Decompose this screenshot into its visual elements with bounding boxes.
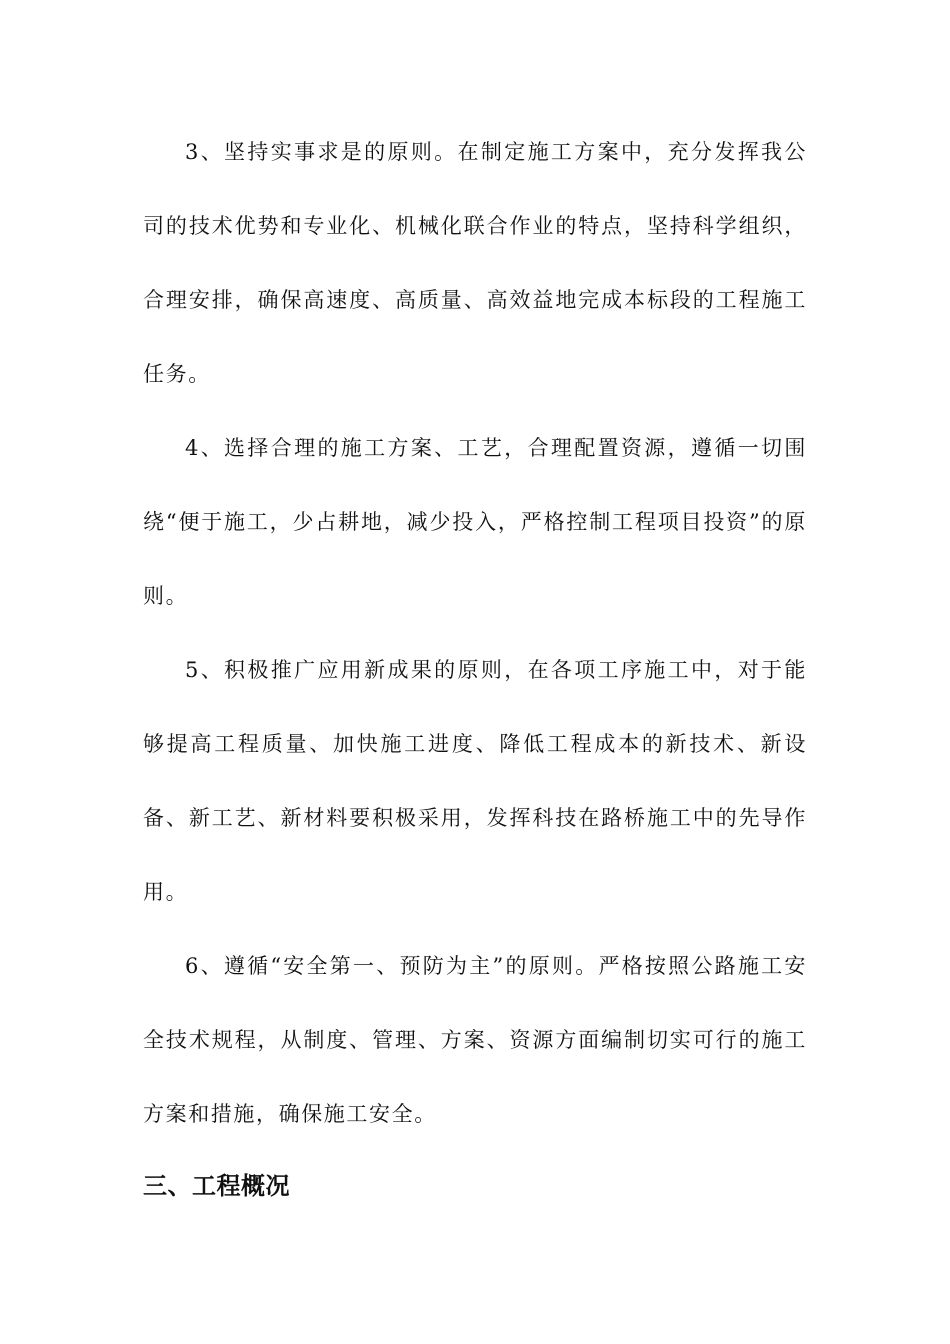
section-heading: 三、工程概况 — [143, 1172, 290, 1200]
paragraph-principle-6: 6、遵循“安全第一、预防为主”的原则。严格按照公路施工安全技术规程，从制度、管理、方案、资源方面编制切实可行的施工方案和措施，确保施工安全。 — [143, 954, 807, 1126]
paragraph-principle-4: 4、选择合理的施工方案、工艺，合理配置资源，遵循一切围绕“便于施工，少占耕地，减少投入，严格控制工程项目投资”的原则。 — [143, 436, 807, 608]
paragraph-principle-5: 5、积极推广应用新成果的原则，在各项工序施工中，对于能够提高工程质量、加快施工进度、降低工程成本的新技术、新设备、新工艺、新材料要积极采用，发挥科技在路桥施工中的先导作用。 — [143, 658, 807, 904]
paragraph-principle-3: 3、坚持实事求是的原则。在制定施工方案中，充分发挥我公司的技术优势和专业化、机械化联合作业的特点，坚持科学组织，合理安排，确保高速度、高质量、高效益地完成本标段的工程施工任务。 — [143, 140, 807, 386]
